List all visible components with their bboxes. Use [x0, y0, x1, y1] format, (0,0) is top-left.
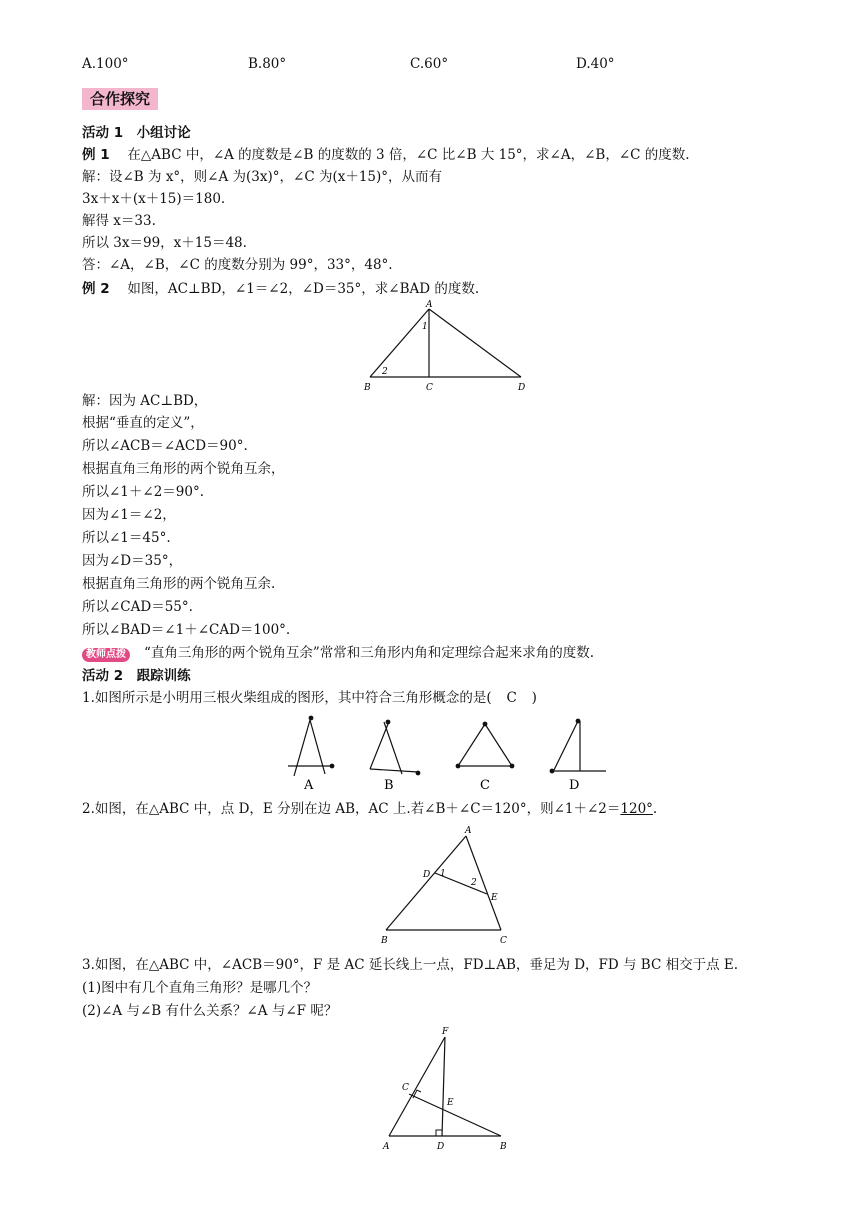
q3-label-b: B [500, 1142, 507, 1152]
q2-line [82, 800, 657, 818]
q3-sub1: (1)图中有几个直角三角形？是哪几个？ [82, 980, 318, 996]
example2-line-1: 解：因为 AC⊥BD， [82, 393, 208, 409]
example1-line-4: 所以 3x＝99，x＋15＝48. [82, 235, 247, 251]
fig2-label-d: D [518, 383, 526, 393]
q3-label-d: D [437, 1142, 445, 1152]
example1-line-5: 答：∠A，∠B，∠C 的度数分别为 99°，33°，48°. [82, 257, 393, 273]
q1-answer: C [506, 690, 517, 706]
q2-label-e: E [491, 893, 498, 903]
example1-line-1: 解：设∠B 为 x°，则∠A 为(3x)°，∠C 为(x＋15)°，从而有 [82, 169, 443, 185]
q1-option-c: C [480, 778, 490, 792]
example2-line-10: 所以∠CAD＝55°. [82, 599, 193, 615]
q2-figure [375, 822, 515, 948]
example1-line-3: 解得 x＝33. [82, 213, 156, 229]
q3-figure [375, 1022, 520, 1154]
teacher-tip-text: “直角三角形的两个锐角互余”常常和三角形内角和定理综合起来求角的度数. [144, 645, 595, 661]
option-d: D.40° [576, 56, 615, 72]
example1-line-2: 3x＋x＋(x＋15)＝180. [82, 191, 226, 207]
example2-line-11: 所以∠BAD＝∠1＋∠CAD＝100°. [82, 622, 291, 638]
example2-line-8: 因为∠D＝35°， [82, 553, 183, 569]
q1-option-b: B [384, 778, 394, 792]
example2-line-7: 所以∠1＝45°. [82, 530, 171, 546]
activity2-title: 活动 2 跟踪训练 [82, 668, 191, 684]
q1-line [82, 689, 537, 707]
q2-end: . [652, 801, 658, 817]
example1-question-line [82, 146, 690, 164]
q1-close: ) [531, 690, 537, 706]
fig2-label-2: 2 [382, 367, 388, 377]
teacher-tip-badge: 教师点拨 [82, 648, 130, 662]
q3-label-c: C [402, 1083, 409, 1093]
q2-label-b: B [381, 936, 388, 946]
teacher-tip [82, 644, 594, 662]
example2-line-4: 根据直角三角形的两个锐角互余， [82, 461, 285, 477]
q2-label-1: 1 [440, 869, 446, 879]
fig2-label-b: B [364, 383, 371, 393]
q2-label-c: C [500, 936, 507, 946]
example2-line-3: 所以∠ACB＝∠ACD＝90°. [82, 438, 248, 454]
q3-sub2: (2)∠A 与∠B 有什么关系？∠A 与∠F 呢？ [82, 1003, 338, 1019]
q3-label-e: E [447, 1098, 454, 1108]
q2-label-d: D [423, 870, 431, 880]
example2-line-6: 因为∠1＝∠2， [82, 507, 176, 523]
option-b: B.80° [248, 56, 287, 72]
example2-line-2: 根据“垂直的定义”， [82, 415, 204, 431]
q3-label-a: A [383, 1142, 390, 1152]
section-title: 合作探究 [82, 88, 158, 110]
example2-figure [360, 298, 530, 394]
fig2-label-a: A [426, 300, 433, 310]
q2-label-2: 2 [471, 878, 477, 888]
q1-option-d: D [569, 778, 580, 792]
q1-text: 1.如图所示是小明用三根火柴组成的图形，其中符合三角形概念的是( [82, 690, 492, 706]
q2-text: 2.如图，在△ABC 中，点 D，E 分别在边 AB，AC 上.若∠B＋∠C＝120°，则∠1＋∠2＝ [82, 801, 621, 817]
example2-label: 例 2 [82, 281, 110, 297]
example2-question-line [82, 280, 479, 298]
example1-question: 在△ABC 中，∠A 的度数是∠B 的度数的 3 倍，∠C 比∠B 大 15°，求∠A，∠B，∠C 的度数. [127, 147, 690, 163]
q3-label-f: F [442, 1027, 449, 1037]
fig2-label-c: C [426, 383, 433, 393]
activity1-title: 活动 1 小组讨论 [82, 125, 191, 141]
q3-text: 3.如图，在△ABC 中，∠ACB＝90°，F 是 AC 延长线上一点，FD⊥AB，垂足为 D，FD 与 BC 相交于点 E. [82, 957, 739, 973]
example2-question: 如图，AC⊥BD，∠1＝∠2，∠D＝35°，求∠BAD 的度数. [127, 281, 480, 297]
example1-label: 例 1 [82, 147, 110, 163]
option-c: C.60° [410, 56, 449, 72]
fig2-label-1: 1 [422, 322, 428, 332]
q1-option-a: A [304, 778, 314, 792]
example2-line-5: 所以∠1＋∠2＝90°. [82, 484, 205, 500]
q2-answer: 120° [620, 801, 653, 817]
example2-line-9: 根据直角三角形的两个锐角互余. [82, 576, 276, 592]
option-a: A.100° [82, 56, 129, 72]
q1-figures [280, 714, 610, 792]
q2-label-a: A [465, 826, 472, 836]
